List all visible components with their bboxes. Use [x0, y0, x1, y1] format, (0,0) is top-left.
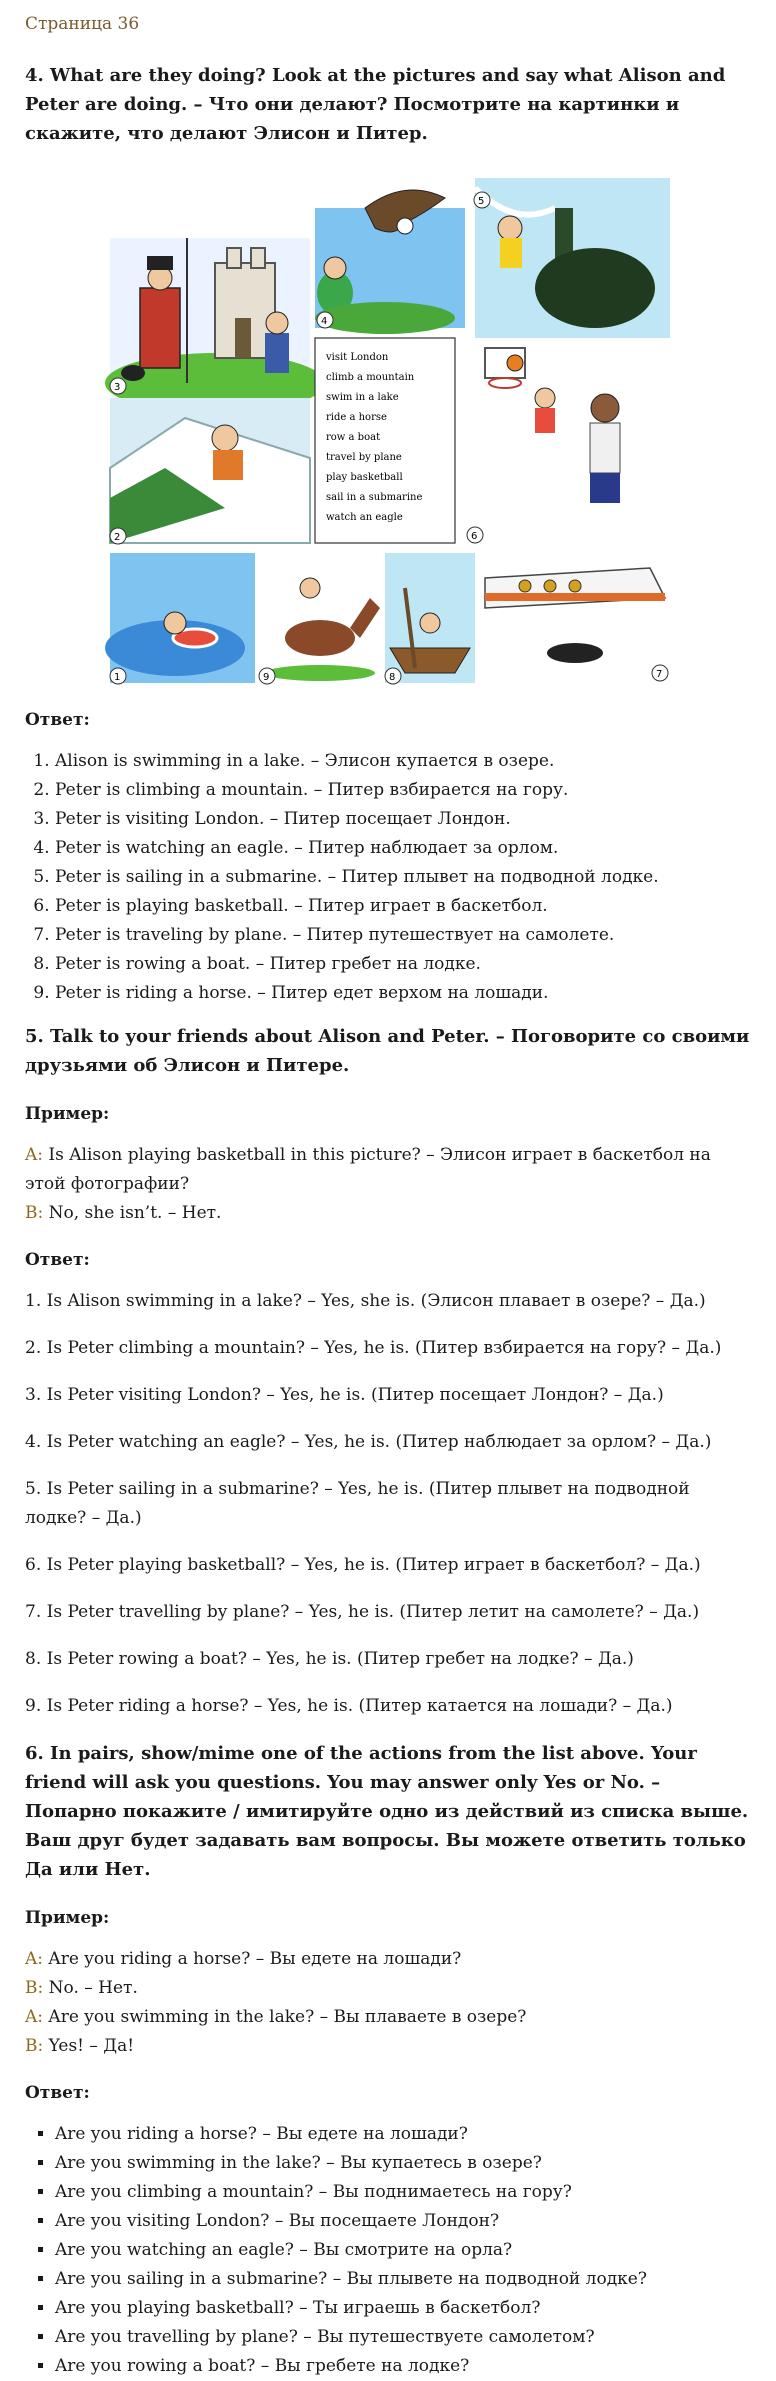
- answer-line: 7. Is Peter travelling by plane? – Yes, he is. (Питер летит на самолете? – Да.): [25, 1602, 700, 1622]
- dialog-line: [25, 1945, 754, 1974]
- panel-number-3: 3: [113, 382, 120, 393]
- panel-plane: [480, 553, 670, 683]
- activities-illustration: [25, 168, 754, 688]
- panel-eagle: [315, 190, 465, 334]
- list-item: ▪ Are you sailing in a submarine? – Вы плывете на подводной лодке?: [55, 2265, 754, 2294]
- panel-basketball: [465, 338, 670, 543]
- dialog-text: Are you riding a horse? – Вы едете на лошади?: [43, 1949, 462, 1969]
- panel-number-7: 7: [655, 669, 662, 680]
- answer-line: 3. Is Peter visiting London? – Yes, he is. (Питер посещает Лондон? – Да.): [25, 1385, 664, 1405]
- speaker-label: A:: [25, 1949, 44, 1969]
- task-5-heading: 5. Talk to your friends about Alison and Peter. – Поговорите со своими друзьями об Элисон и Питере.: [25, 1026, 750, 1076]
- task-5-example-label: Пример:: [25, 1104, 110, 1124]
- list-item: ▪ Are you rowing a boat? – Вы гребете на лодке?: [55, 2352, 754, 2381]
- list-item: 5. Peter is sailing in a submarine. – Питер плывет на подводной лодке.: [55, 863, 754, 892]
- wordlist-item: travel by plane: [325, 452, 402, 463]
- dialog-line: [25, 1199, 754, 1228]
- speaker-label: A:: [25, 1145, 44, 1165]
- dialog-line: [25, 1974, 754, 2003]
- list-item: ▪ Are you visiting London? – Вы посещаете Лондон?: [55, 2207, 754, 2236]
- wordlist-box: [315, 338, 455, 543]
- panel-number-2: 2: [113, 532, 120, 543]
- panel-number-9: 9: [262, 672, 269, 683]
- answer-line: 5. Is Peter sailing in a submarine? – Yes, he is. (Питер плывет на подводной лодке? – Да.): [25, 1479, 690, 1528]
- dialog-text: Is Alison playing basketball in this picture? – Элисон играет в баскетбол на этой фотографии?: [25, 1145, 711, 1194]
- speaker-label: B:: [25, 1203, 44, 1223]
- page-label: Страница 36: [25, 14, 140, 34]
- list-item: 2. Peter is climbing a mountain. – Питер взбирается на гору.: [55, 776, 754, 805]
- list-item: ▪ Are you climbing a mountain? – Вы поднимаетесь на гору?: [55, 2178, 754, 2207]
- list-item: 6. Peter is playing basketball. – Питер играет в баскетбол.: [55, 892, 754, 921]
- answer-line: 9. Is Peter riding a horse? – Yes, he is. (Питер катается на лошади? – Да.): [25, 1696, 673, 1716]
- answer-line: 8. Is Peter rowing a boat? – Yes, he is. (Питер гребет на лодке? – Да.): [25, 1649, 634, 1669]
- wordlist-item: play basketball: [325, 472, 403, 483]
- illustration-svg: [105, 168, 675, 688]
- panel-boat: [385, 553, 475, 684]
- list-item: 3. Peter is visiting London. – Питер посещает Лондон.: [55, 805, 754, 834]
- task-4-answer-label: Ответ:: [25, 710, 90, 730]
- wordlist-item: ride a horse: [325, 412, 387, 423]
- wordlist-item: row a boat: [325, 432, 380, 443]
- dialog-text: No. – Нет.: [43, 1978, 138, 1998]
- panel-number-8: 8: [388, 672, 395, 683]
- task-6-answer-label: Ответ:: [25, 2083, 90, 2103]
- wordlist-item: visit London: [325, 352, 388, 363]
- task-6-answers: [25, 2120, 754, 2381]
- panel-number-4: 4: [320, 316, 327, 327]
- wordlist-item: swim in a lake: [325, 392, 399, 403]
- list-item: ▪ Are you swimming in the lake? – Вы купаетесь в озере?: [55, 2149, 754, 2178]
- dialog-line: [25, 1141, 754, 1199]
- list-item: 4. Peter is watching an eagle. – Питер наблюдает за орлом.: [55, 834, 754, 863]
- answer-line: 4. Is Peter watching an eagle? – Yes, he is. (Питер наблюдает за орлом? – Да.): [25, 1432, 712, 1452]
- panel-lake: [105, 553, 255, 684]
- list-item: 7. Peter is traveling by plane. – Питер путешествует на самолете.: [55, 921, 754, 950]
- dialog-text: No, she isn’t. – Нет.: [43, 1203, 222, 1223]
- dialog-text: Are you swimming in the lake? – Вы плаваете в озере?: [43, 2007, 527, 2027]
- task-4-heading: 4. What are they doing? Look at the pictures and say what Alison and Peter are doing. – Что они делают? Посмотрите на картинки и скажите, что делают Элисон и Питер.: [25, 65, 726, 144]
- task-5-answer-label: Ответ:: [25, 1250, 90, 1270]
- speaker-label: B:: [25, 2036, 44, 2056]
- wordlist-item: climb a mountain: [325, 372, 414, 383]
- speaker-label: B:: [25, 1978, 44, 1998]
- list-item: ▪ Are you playing basketball? – Ты играешь в баскетбол?: [55, 2294, 754, 2323]
- list-item: 8. Peter is rowing a boat. – Питер гребет на лодке.: [55, 950, 754, 979]
- task-6-example: [25, 1945, 754, 2061]
- panel-submarine: [474, 178, 670, 338]
- wordlist-item: watch an eagle: [325, 512, 403, 523]
- list-item: ▪ Are you travelling by plane? – Вы путешествуете самолетом?: [55, 2323, 754, 2352]
- panel-horse: [259, 553, 380, 684]
- dialog-text: Yes! – Да!: [43, 2036, 135, 2056]
- list-item: 1. Alison is swimming in a lake. – Элисон купается в озере.: [55, 747, 754, 776]
- task-5-example: [25, 1141, 754, 1228]
- task-6-heading: 6. In pairs, show/mime one of the actions from the list above. Your friend will ask you questions. You may answer only Yes or No. – Попарно покажите / имитируйте одно из действий из списка выше. Ваш друг будет задавать вам вопросы. Вы можете ответить только Да или Нет.: [25, 1743, 749, 1880]
- list-item: 9. Peter is riding a horse. – Питер едет верхом на лошади.: [55, 979, 754, 1008]
- panel-number-5: 5: [477, 196, 484, 207]
- panel-number-1: 1: [113, 672, 120, 683]
- panel-mountain: [110, 398, 310, 544]
- answer-line: 2. Is Peter climbing a mountain? – Yes, he is. (Питер взбирается на гору? – Да.): [25, 1338, 722, 1358]
- wordlist-item: sail in a submarine: [325, 492, 422, 503]
- panel-number-6: 6: [470, 531, 477, 542]
- answer-line: 1. Is Alison swimming in a lake? – Yes, she is. (Элисон плавает в озере? – Да.): [25, 1291, 706, 1311]
- answer-line: 6. Is Peter playing basketball? – Yes, he is. (Питер играет в баскетбол? – Да.): [25, 1555, 701, 1575]
- list-item: ▪ Are you watching an eagle? – Вы смотрите на орла?: [55, 2236, 754, 2265]
- list-item: ▪ Are you riding a horse? – Вы едете на лошади?: [55, 2120, 754, 2149]
- task-4-answers: [25, 747, 754, 1008]
- task-6-example-label: Пример:: [25, 1908, 110, 1928]
- panel-london: [105, 238, 325, 413]
- speaker-label: A:: [25, 2007, 44, 2027]
- dialog-line: [25, 2003, 754, 2032]
- dialog-line: [25, 2032, 754, 2061]
